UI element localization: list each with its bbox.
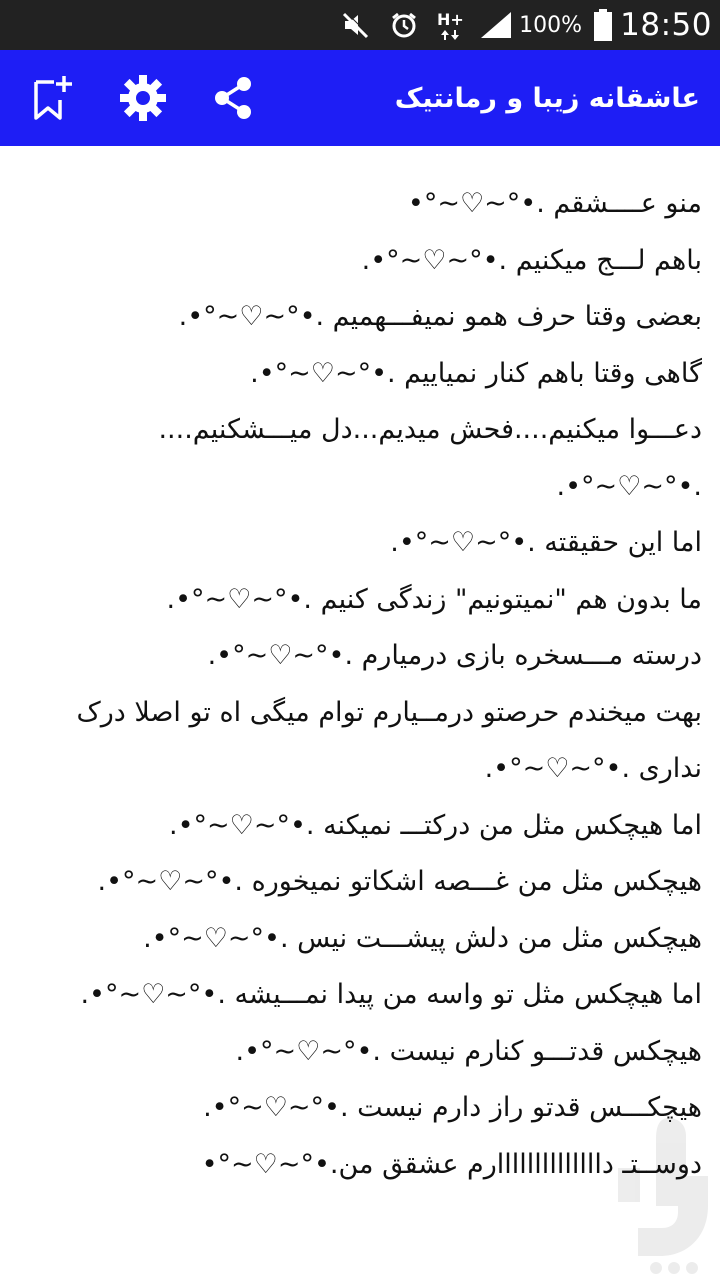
alarm-icon bbox=[386, 0, 422, 50]
battery-icon bbox=[590, 0, 616, 50]
bookmark-add-button[interactable] bbox=[22, 68, 82, 128]
signal-icon bbox=[476, 0, 516, 50]
share-button[interactable] bbox=[203, 68, 263, 128]
app-logo-watermark bbox=[598, 1108, 718, 1278]
poem-line: باهم لـــج میکنیم .•°~♡~°•. bbox=[361, 244, 702, 276]
poem-line: گاهی وقتا باهم کنار نمیاییم .•°~♡~°•. bbox=[250, 357, 702, 389]
network-hplus-icon bbox=[432, 0, 472, 50]
svg-text:H+: H+ bbox=[437, 10, 464, 29]
poem-line: هیچکس قدتـــو کنارم نیست .•°~♡~°•. bbox=[235, 1035, 702, 1067]
app-toolbar bbox=[0, 50, 720, 146]
poem-line: درسته مـــسخره بازی درمیارم .•°~♡~°•. bbox=[207, 640, 702, 671]
poem-line: منو عــــشقم .•°~♡~°• bbox=[407, 188, 702, 219]
poem-line: بهت میخندم حرصتو درمــیارم توام میگی اه تو اصلا درک نداری .•°~♡~°•. bbox=[76, 696, 702, 784]
status-bar bbox=[0, 0, 720, 50]
settings-button[interactable] bbox=[113, 68, 173, 128]
settings-icon bbox=[118, 73, 168, 123]
poem-lines bbox=[0, 146, 720, 1193]
poem-line: هیچکـــس قدتو راز دارم نیست .•°~♡~°•. bbox=[203, 1092, 702, 1123]
poem-line: ما بدون هم "نمیتونیم" زندگی کنیم .•°~♡~°•. bbox=[166, 583, 702, 615]
mute-icon bbox=[338, 0, 374, 50]
poem-line: دعـــوا میکنیم....فحش میدیم...دل میـــشکنیم.... .•°~♡~°•. bbox=[158, 414, 702, 502]
share-icon bbox=[210, 75, 256, 121]
poem-line: هیچکس مثل من دلش پیشـــت نیس .•°~♡~°•. bbox=[143, 922, 702, 954]
poem-line: اما هیچکس مثل تو واسه من پیدا نمـــیشه .•°~♡~°•. bbox=[80, 979, 702, 1010]
poem-line: اما این حقیقته .•°~♡~°•. bbox=[390, 527, 702, 558]
poem-line: هیچکس مثل من غـــصه اشکاتو نمیخوره .•°~♡~°•. bbox=[97, 866, 702, 897]
app-title: عاشقانه زیبا و رمانتیک bbox=[394, 82, 700, 114]
battery-percent: 100% bbox=[519, 12, 582, 38]
clock: 18:50 bbox=[620, 7, 712, 43]
bookmark-add-icon bbox=[28, 74, 76, 122]
poem-line: بعضی وقتا حرف همو نمیفـــهمیم .•°~♡~°•. bbox=[178, 301, 702, 332]
poem-line: دوســتـ داااااااااااااارم عشقق من.•°~♡~°• bbox=[201, 1148, 702, 1180]
poem-line: اما هیچکس مثل من درکتـــ نمیکنه .•°~♡~°•. bbox=[169, 809, 702, 841]
